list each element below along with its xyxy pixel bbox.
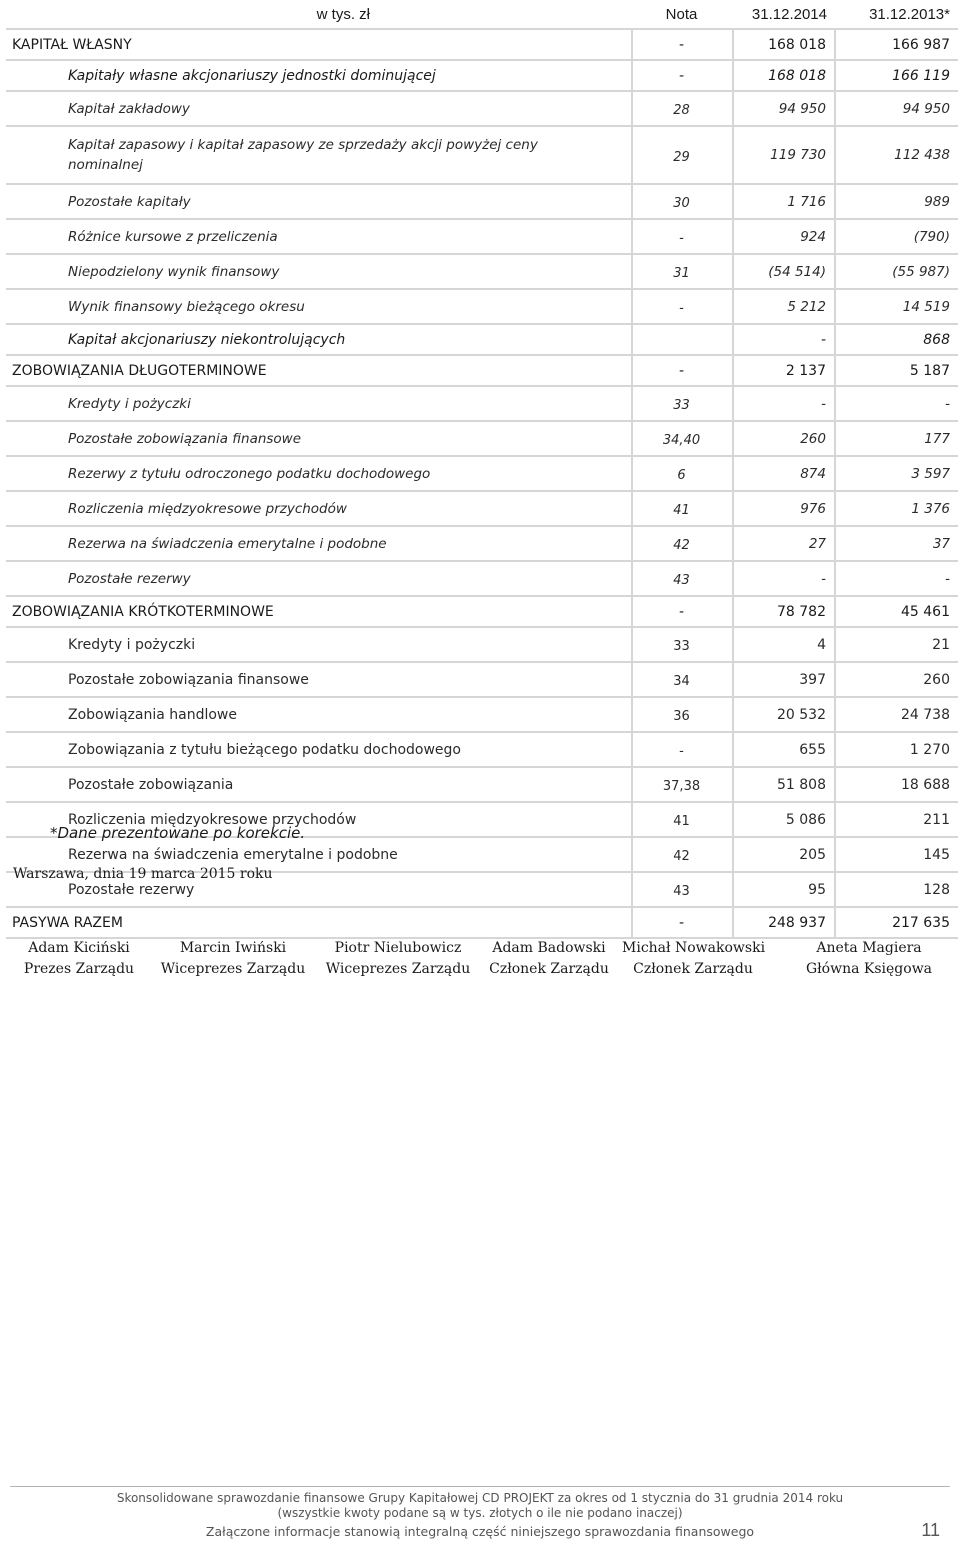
row-note: 42: [632, 526, 733, 561]
row-value-2013: 94 950: [902, 100, 950, 117]
table-row: [6, 184, 958, 219]
row-value-2014: 874: [733, 456, 835, 491]
row-label: Różnice kursowe z przeliczenia: [68, 228, 278, 245]
signature: [487, 938, 611, 980]
row-label: Kredyty i pożyczki: [68, 395, 191, 412]
row-value-2014: 168 018: [733, 60, 835, 91]
row-label: Zobowiązania z tytułu bieżącego podatku dochodowego: [68, 741, 461, 758]
row-value-2013: 18 688: [901, 776, 950, 793]
table-row: [6, 355, 958, 386]
row-value-2013: (55 987): [892, 263, 950, 280]
table-row: [6, 421, 958, 456]
row-note: -: [632, 355, 733, 386]
year1-header: 31.12.2014: [733, 0, 835, 29]
row-value-2013: 24 738: [901, 706, 950, 723]
liabilities-table: [6, 0, 958, 939]
row-label: Kapitał zapasowy i kapitał zapasowy ze sprzedaży akcji powyżej ceny nominalnej: [68, 137, 538, 173]
table-row: [6, 91, 958, 126]
signature-role: Wiceprezes Zarządu: [160, 961, 306, 977]
row-value-2014: 78 782: [733, 596, 835, 627]
footer-disclaimer: Załączone informacje stanowią integralną część niniejszego sprawozdania finansowego: [205, 1524, 755, 1539]
table-row: [6, 324, 958, 355]
row-value-2014: 2 137: [733, 355, 835, 386]
row-label: Pozostałe zobowiązania finansowe: [68, 430, 302, 447]
row-value-2013: 5 187: [909, 362, 950, 379]
row-note: 29: [632, 126, 733, 184]
row-label: Pozostałe rezerwy: [68, 570, 191, 587]
row-note: -: [632, 596, 733, 627]
table-row: [6, 662, 958, 697]
table-body: [6, 29, 958, 938]
signature-name: Aneta Magiera: [816, 940, 922, 956]
row-note: [632, 324, 733, 355]
year2-header: 31.12.2013*: [835, 0, 958, 29]
table-row: [6, 491, 958, 526]
row-value-2013: 37: [932, 535, 950, 552]
signature-role: Prezes Zarządu: [23, 961, 135, 977]
row-value-2014: 27: [733, 526, 835, 561]
signature-role: Główna Księgowa: [805, 961, 933, 977]
table-row: [6, 732, 958, 767]
signature-name: Adam Badowski: [492, 940, 606, 956]
signature-role: Członek Zarządu: [489, 961, 609, 977]
table-row: [6, 289, 958, 324]
row-label: Kapitał zakładowy: [68, 100, 190, 117]
row-note: -: [632, 289, 733, 324]
row-label: Rozliczenia międzyokresowe przychodów: [68, 811, 357, 828]
row-value-2014: 1 716: [733, 184, 835, 219]
table-row: [6, 697, 958, 732]
row-label: Niepodzielony wynik finansowy: [68, 263, 280, 280]
row-value-2014: (54 514): [733, 254, 835, 289]
row-value-2013: 260: [923, 671, 950, 688]
row-label: Rezerwy z tytułu odroczonego podatku dochodowego: [68, 465, 431, 482]
row-value-2013: 217 635: [892, 914, 950, 931]
signature-name: Adam Kiciński: [28, 940, 130, 956]
table-row: [6, 627, 958, 662]
row-value-2013: 989: [924, 193, 950, 210]
row-label: ZOBOWIĄZANIA KRÓTKOTERMINOWE: [12, 603, 274, 620]
table-row: [6, 456, 958, 491]
signature-role: Wiceprezes Zarządu: [325, 961, 471, 977]
table-row: [6, 60, 958, 91]
row-value-2013: 21: [932, 636, 950, 653]
row-label: Zobowiązania handlowe: [68, 706, 237, 723]
row-value-2014: -: [733, 324, 835, 355]
row-note: -: [632, 219, 733, 254]
row-label: Kapitał akcjonariuszy niekontrolujących: [68, 331, 346, 348]
row-value-2014: 260: [733, 421, 835, 456]
table-row: [6, 767, 958, 802]
row-note: 31: [632, 254, 733, 289]
row-value-2013: 14 519: [902, 298, 950, 315]
row-label: Rezerwa na świadczenia emerytalne i podobne: [68, 846, 398, 863]
table-row: [6, 596, 958, 627]
row-note: 6: [632, 456, 733, 491]
row-value-2013: 211: [923, 811, 950, 828]
row-value-2014: 168 018: [733, 29, 835, 60]
signature-name: Michał Nowakowski: [622, 940, 766, 956]
balance-sheet: [6, 0, 958, 939]
row-value-2014: 95: [733, 872, 835, 907]
row-label: KAPITAŁ WŁASNY: [12, 36, 132, 53]
row-value-2013: 166 119: [892, 67, 950, 84]
row-note: -: [632, 29, 733, 60]
signature: [325, 938, 471, 980]
row-note: 37,38: [632, 767, 733, 802]
footer-divider: [10, 1486, 950, 1487]
table-header-row: [6, 0, 958, 29]
row-note: -: [632, 732, 733, 767]
row-value-2014: 655: [733, 732, 835, 767]
row-value-2013: (790): [913, 228, 950, 245]
table-row: [6, 126, 958, 184]
note-header: Nota: [632, 0, 733, 29]
table-row: [6, 526, 958, 561]
signature-name: Piotr Nielubowicz: [334, 940, 462, 956]
signature: [622, 938, 764, 980]
row-value-2014: 94 950: [733, 91, 835, 126]
table-row: [6, 561, 958, 596]
signature: [800, 938, 938, 980]
footnote: *Dane prezentowane po korekcie.: [50, 824, 306, 842]
place-date: Warszawa, dnia 19 marca 2015 roku: [13, 866, 273, 882]
signatures: [0, 938, 960, 988]
row-note: 41: [632, 802, 733, 837]
row-note: 41: [632, 491, 733, 526]
row-value-2014: 924: [733, 219, 835, 254]
row-note: 43: [632, 872, 733, 907]
row-note: 36: [632, 697, 733, 732]
row-value-2014: -: [733, 561, 835, 596]
row-label: Rozliczenia międzyokresowe przychodów: [68, 500, 347, 517]
row-value-2014: 205: [733, 837, 835, 872]
row-value-2014: -: [733, 386, 835, 421]
row-value-2013: 1 270: [909, 741, 950, 758]
row-note: -: [632, 60, 733, 91]
row-value-2013: 166 987: [892, 36, 950, 53]
signature: [20, 938, 138, 980]
row-label: Pozostałe kapitały: [68, 193, 191, 210]
row-note: 34,40: [632, 421, 733, 456]
row-label: PASYWA RAZEM: [12, 914, 123, 931]
row-label: Kredyty i pożyczki: [68, 636, 196, 653]
row-value-2014: 4: [733, 627, 835, 662]
row-label: Kapitały własne akcjonariuszy jednostki dominującej: [68, 67, 436, 84]
row-value-2014: 248 937: [733, 907, 835, 938]
row-label: Pozostałe zobowiązania: [68, 776, 234, 793]
row-value-2014: 976: [733, 491, 835, 526]
row-value-2013: 45 461: [901, 603, 950, 620]
row-label: Wynik finansowy bieżącego okresu: [68, 298, 305, 315]
row-value-2013: 128: [923, 881, 950, 898]
row-label: Rezerwa na świadczenia emerytalne i podobne: [68, 535, 387, 552]
table-row: [6, 386, 958, 421]
row-label: Pozostałe zobowiązania finansowe: [68, 671, 309, 688]
row-note: 42: [632, 837, 733, 872]
page-number: 11: [921, 1520, 940, 1540]
row-value-2013: -: [945, 395, 950, 412]
row-value-2014: 20 532: [733, 697, 835, 732]
footer-title: Skonsolidowane sprawozdanie finansowe Grupy Kapitałowej CD PROJEKT za okres od 1 stycznia do 31 grudnia 2014 roku: [116, 1491, 844, 1505]
signature: [160, 938, 306, 980]
row-note: 34: [632, 662, 733, 697]
row-value-2013: 112 438: [894, 147, 950, 163]
row-value-2013: 1 376: [911, 500, 950, 517]
table-row: [6, 219, 958, 254]
row-note: 30: [632, 184, 733, 219]
unit-header: w tys. zł: [6, 0, 632, 29]
signature-role: Członek Zarządu: [633, 961, 753, 977]
row-note: -: [632, 907, 733, 938]
row-value-2013: -: [945, 570, 950, 587]
signature-name: Marcin Iwiński: [179, 940, 287, 956]
footer-units-note: (wszystkie kwoty podane są w tys. złotych o ile nie podano inaczej): [277, 1506, 683, 1520]
row-value-2013: 145: [923, 846, 950, 863]
row-note: 28: [632, 91, 733, 126]
row-value-2013: 177: [924, 430, 950, 447]
row-value-2014: 5 086: [733, 802, 835, 837]
table-row: [6, 29, 958, 60]
table-row: [6, 907, 958, 938]
table-row: [6, 254, 958, 289]
row-value-2014: 119 730: [733, 126, 835, 184]
row-label: Pozostałe rezerwy: [68, 881, 195, 898]
row-note: 33: [632, 386, 733, 421]
row-value-2014: 397: [733, 662, 835, 697]
row-note: 43: [632, 561, 733, 596]
row-value-2014: 5 212: [733, 289, 835, 324]
row-value-2013: 3 597: [911, 465, 950, 482]
row-value-2013: 868: [923, 331, 950, 348]
row-note: 33: [632, 627, 733, 662]
row-value-2014: 51 808: [733, 767, 835, 802]
row-label: ZOBOWIĄZANIA DŁUGOTERMINOWE: [12, 362, 267, 379]
